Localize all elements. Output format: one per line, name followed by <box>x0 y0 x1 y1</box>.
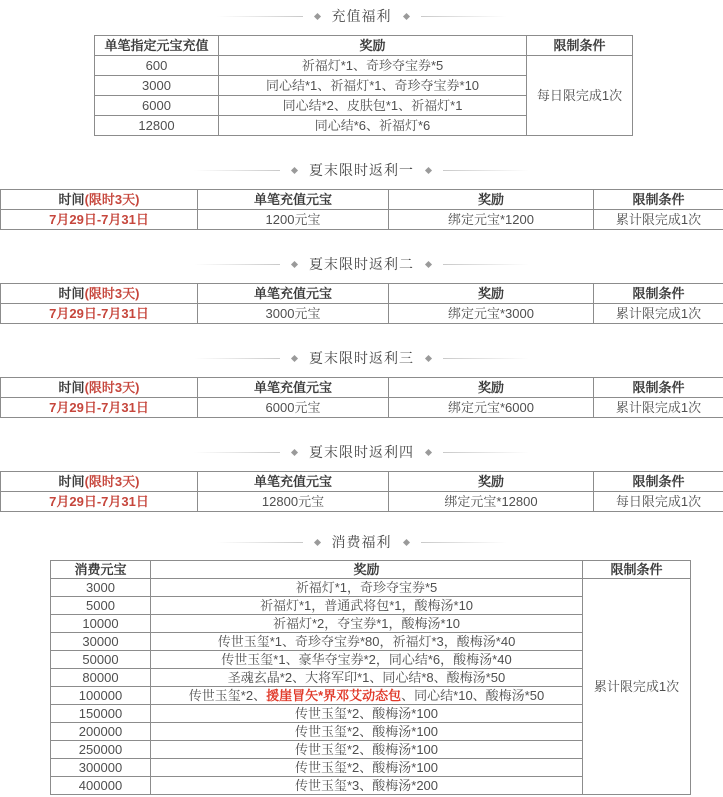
time-limit-note: (限时3天) <box>84 474 140 489</box>
header-time <box>1 378 198 398</box>
title-divider-line-left <box>194 358 280 359</box>
reward-cell: 同心结*1、祈福灯*1、奇珍夺宝券*10 <box>219 76 527 96</box>
header-amount: 单笔充值元宝 <box>198 190 389 210</box>
diamond-icon <box>402 12 409 19</box>
header-limit: 限制条件 <box>594 190 723 210</box>
header-amount: 消费元宝 <box>51 561 151 579</box>
reward-highlight: 援崖冒矢*界邓艾动态包 <box>266 688 402 703</box>
title-divider-line-left <box>194 264 280 265</box>
amount-cell: 80000 <box>51 669 151 687</box>
diamond-icon <box>425 354 432 361</box>
date-cell: 7月29日-7月31日 <box>1 210 198 230</box>
table-header-row <box>95 36 633 56</box>
header-limit: 限制条件 <box>527 36 633 56</box>
limit-cell: 累计限完成1次 <box>594 210 723 230</box>
title-divider-line-left <box>194 452 280 453</box>
header-time <box>1 284 198 304</box>
title-divider-line-right <box>421 542 507 543</box>
header-amount: 单笔充值元宝 <box>198 472 389 492</box>
section-title-rebate4 <box>0 444 723 460</box>
title-divider-line-left <box>217 542 303 543</box>
reward-text: 传世玉玺*2、 <box>188 688 267 703</box>
reward-cell: 同心结*2、皮肤包*1、祈福灯*1 <box>219 96 527 116</box>
section-title-text: 夏末限时返利四 <box>309 444 414 460</box>
amount-cell: 1200元宝 <box>198 210 389 230</box>
header-limit: 限制条件 <box>594 284 723 304</box>
time-limit-note: (限时3天) <box>84 286 140 301</box>
limit-cell: 每日限完成1次 <box>594 492 723 512</box>
amount-cell: 12800元宝 <box>198 492 389 512</box>
table-row <box>1 398 723 418</box>
section-title-rebate2 <box>0 256 723 272</box>
table-header-row <box>51 561 691 579</box>
limit-cell: 累计限完成1次 <box>583 579 691 795</box>
date-cell: 7月29日-7月31日 <box>1 304 198 324</box>
title-divider-line-right <box>443 452 529 453</box>
amount-cell: 3000 <box>51 579 151 597</box>
amount-cell: 3000元宝 <box>198 304 389 324</box>
table-header-row <box>1 472 723 492</box>
header-limit: 限制条件 <box>594 472 723 492</box>
reward-cell: 祈福灯*2，夺宝券*1，酸梅汤*10 <box>151 615 583 633</box>
amount-cell: 6000元宝 <box>198 398 389 418</box>
section-title-rebate1 <box>0 162 723 178</box>
header-reward: 奖励 <box>389 378 594 398</box>
diamond-icon <box>425 448 432 455</box>
section-title-text: 夏末限时返利一 <box>309 162 414 178</box>
reward-cell: 同心结*6、祈福灯*6 <box>219 116 527 136</box>
diamond-icon <box>291 354 298 361</box>
table-header-row <box>1 378 723 398</box>
section-title-recharge <box>0 8 723 24</box>
table-header-row <box>1 284 723 304</box>
reward-cell: 传世玉玺*2、酸梅汤*100 <box>151 759 583 777</box>
table-row <box>95 56 633 76</box>
header-time <box>1 472 198 492</box>
header-time <box>1 190 198 210</box>
table-row <box>1 210 723 230</box>
time-label: 时间 <box>58 380 85 395</box>
amount-cell: 6000 <box>95 96 219 116</box>
header-reward: 奖励 <box>219 36 527 56</box>
time-label: 时间 <box>58 192 85 207</box>
title-divider-line-left <box>194 170 280 171</box>
consume-table <box>50 560 691 795</box>
title-divider-line-right <box>443 264 529 265</box>
rebate2-table <box>0 283 723 324</box>
amount-cell: 3000 <box>95 76 219 96</box>
reward-cell: 祈福灯*1，奇珍夺宝券*5 <box>151 579 583 597</box>
header-reward: 奖励 <box>389 472 594 492</box>
amount-cell: 5000 <box>51 597 151 615</box>
time-label: 时间 <box>58 286 85 301</box>
section-title-rebate3 <box>0 350 723 366</box>
amount-cell: 400000 <box>51 777 151 795</box>
amount-cell: 600 <box>95 56 219 76</box>
reward-cell: 绑定元宝*3000 <box>389 304 594 324</box>
table-row <box>1 492 723 512</box>
header-limit: 限制条件 <box>583 561 691 579</box>
header-limit: 限制条件 <box>594 378 723 398</box>
diamond-icon <box>313 538 320 545</box>
reward-cell: 绑定元宝*1200 <box>389 210 594 230</box>
diamond-icon <box>402 538 409 545</box>
header-reward: 奖励 <box>389 190 594 210</box>
title-divider-line-left <box>217 16 303 17</box>
header-amount: 单笔充值元宝 <box>198 284 389 304</box>
section-title-text: 夏末限时返利三 <box>309 350 414 366</box>
amount-cell: 12800 <box>95 116 219 136</box>
amount-cell: 150000 <box>51 705 151 723</box>
title-divider-line-right <box>421 16 507 17</box>
diamond-icon <box>291 260 298 267</box>
section-title-consume <box>0 534 723 550</box>
recharge-table <box>94 35 633 136</box>
reward-cell: 传世玉玺*2、酸梅汤*100 <box>151 741 583 759</box>
header-reward: 奖励 <box>151 561 583 579</box>
time-limit-note: (限时3天) <box>84 192 140 207</box>
reward-cell: 祈福灯*1，普通武将包*1，酸梅汤*10 <box>151 597 583 615</box>
reward-cell: 传世玉玺*1、奇珍夺宝券*80，祈福灯*3，酸梅汤*40 <box>151 633 583 651</box>
time-limit-note: (限时3天) <box>84 380 140 395</box>
diamond-icon <box>291 448 298 455</box>
header-amount: 单笔指定元宝充值 <box>95 36 219 56</box>
table-header-row <box>1 190 723 210</box>
header-reward: 奖励 <box>389 284 594 304</box>
reward-cell: 圣魂玄晶*2、大将军印*1、同心结*8、酸梅汤*50 <box>151 669 583 687</box>
section-title-text: 充值福利 <box>331 8 392 24</box>
limit-cell: 累计限完成1次 <box>594 304 723 324</box>
rebate4-table <box>0 471 723 512</box>
amount-cell: 300000 <box>51 759 151 777</box>
table-row <box>1 304 723 324</box>
date-cell: 7月29日-7月31日 <box>1 398 198 418</box>
section-title-text: 消费福利 <box>331 534 392 550</box>
reward-cell: 传世玉玺*1、豪华夺宝券*2，同心结*6，酸梅汤*40 <box>151 651 583 669</box>
diamond-icon <box>291 166 298 173</box>
amount-cell: 200000 <box>51 723 151 741</box>
reward-cell: 传世玉玺*2、酸梅汤*100 <box>151 723 583 741</box>
diamond-icon <box>425 166 432 173</box>
reward-cell: 绑定元宝*12800 <box>389 492 594 512</box>
table-row <box>51 579 691 597</box>
amount-cell: 30000 <box>51 633 151 651</box>
reward-cell: 祈福灯*1、奇珍夺宝券*5 <box>219 56 527 76</box>
diamond-icon <box>313 12 320 19</box>
reward-cell: 绑定元宝*6000 <box>389 398 594 418</box>
limit-cell: 每日限完成1次 <box>527 56 633 136</box>
rebate3-table <box>0 377 723 418</box>
section-title-text: 夏末限时返利二 <box>309 256 414 272</box>
title-divider-line-right <box>443 170 529 171</box>
diamond-icon <box>425 260 432 267</box>
amount-cell: 250000 <box>51 741 151 759</box>
date-cell: 7月29日-7月31日 <box>1 492 198 512</box>
reward-cell <box>151 687 583 705</box>
time-label: 时间 <box>58 474 85 489</box>
amount-cell: 100000 <box>51 687 151 705</box>
amount-cell: 50000 <box>51 651 151 669</box>
title-divider-line-right <box>443 358 529 359</box>
reward-text: 、同心结*10、酸梅汤*50 <box>401 688 545 703</box>
amount-cell: 10000 <box>51 615 151 633</box>
reward-cell: 传世玉玺*2、酸梅汤*100 <box>151 705 583 723</box>
reward-cell: 传世玉玺*3、酸梅汤*200 <box>151 777 583 795</box>
limit-cell: 累计限完成1次 <box>594 398 723 418</box>
rebate1-table <box>0 189 723 230</box>
header-amount: 单笔充值元宝 <box>198 378 389 398</box>
